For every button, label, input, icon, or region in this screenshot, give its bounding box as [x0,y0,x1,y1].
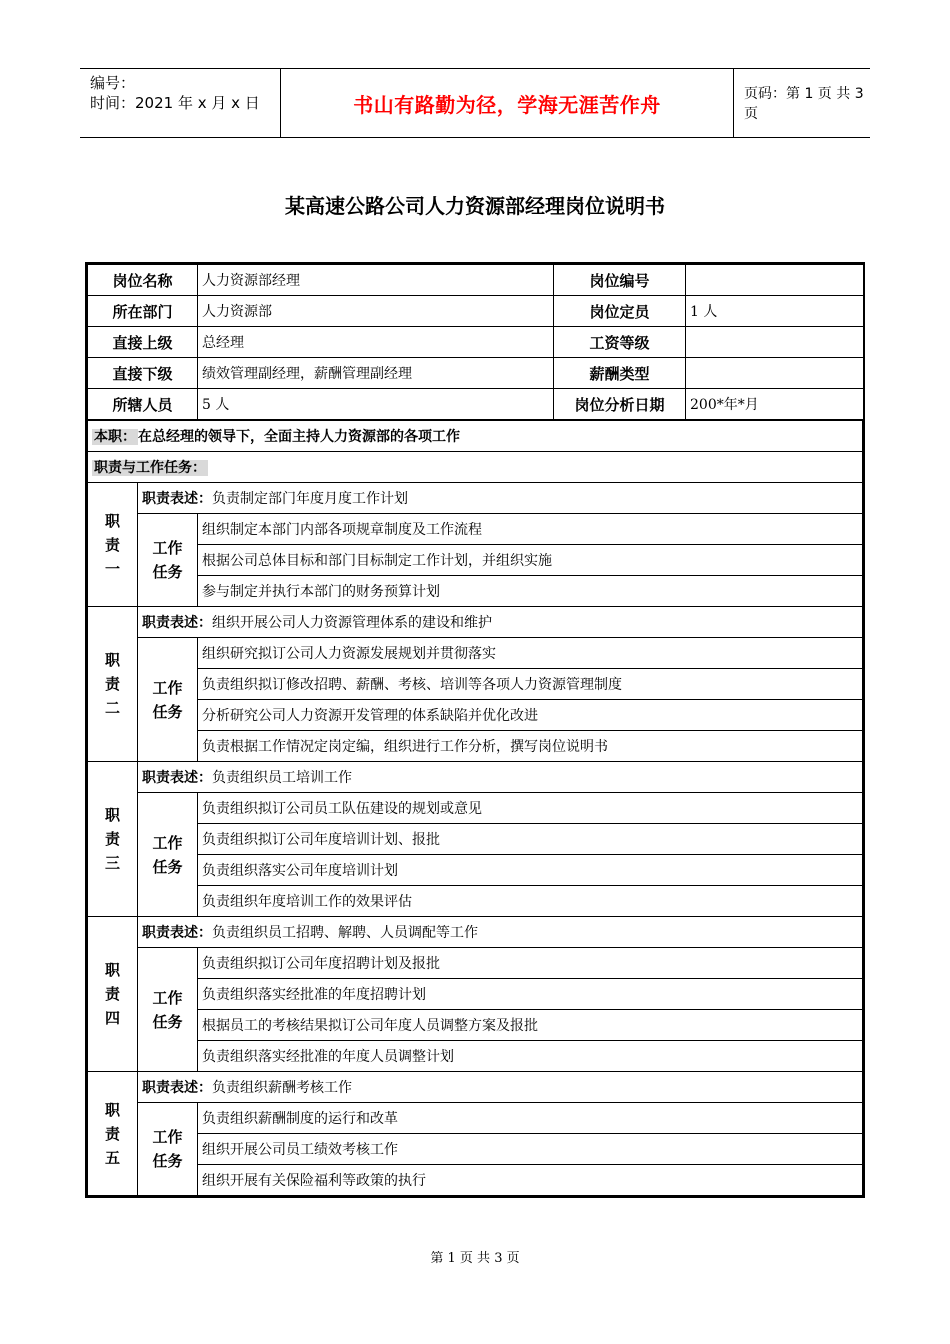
statement-label: 职责表述： [142,925,212,941]
statement-label: 职责表述： [142,615,212,631]
task-label [138,638,198,762]
task-item: 组织制定本部门内部各项规章制度及工作流程 [198,514,863,545]
responsibility-label-char: 责 [104,830,120,848]
responsibility-statement-row [88,607,863,638]
task-item: 负责组织落实经批准的年度人员调整计划 [198,1041,863,1072]
info-row [88,358,864,389]
task-row [88,1010,863,1041]
task-item: 负责根据工作情况定岗定编，组织进行工作分析，撰写岗位说明书 [198,731,863,762]
task-label-line: 工作 [152,833,183,852]
duty-summary-cell [88,421,863,452]
info-label: 薪酬类型 [554,358,686,389]
responsibility-label [88,607,138,762]
info-label: 工资等级 [554,327,686,358]
statement-label: 职责表述： [142,1080,212,1096]
statement-text: 组织开展公司人力资源管理体系的建设和维护 [212,615,492,631]
duties-header-cell [88,452,863,483]
responsibility-label-char: 二 [104,699,120,717]
responsibility-statement-row [88,762,863,793]
task-row [88,948,863,979]
info-value: 人力资源部经理 [198,265,554,296]
info-row [88,265,864,296]
info-label: 岗位分析日期 [554,389,686,420]
responsibility-statement-row [88,483,863,514]
statement-label: 职责表述： [142,770,212,786]
info-value: 1 人 [686,296,864,327]
task-item: 负责组织拟订公司年度招聘计划及报批 [198,948,863,979]
responsibility-label-char: 职 [104,651,120,669]
info-value [686,327,864,358]
responsibility-label-char: 责 [104,675,120,693]
duty-summary-label: 本职： [94,429,136,445]
task-item: 根据公司总体目标和部门目标制定工作计划，并组织实施 [198,545,863,576]
responsibility-label-char: 职 [104,1100,120,1119]
task-row [88,638,863,669]
responsibility-label-char: 一 [104,559,120,578]
responsibility-label [88,1072,138,1196]
header-page-cell [734,69,870,137]
info-label: 岗位名称 [88,265,198,296]
task-item: 组织开展有关保险福利等政策的执行 [198,1165,863,1196]
task-item: 负责组织拟订公司员工队伍建设的规划或意见 [198,793,863,824]
responsibility-statement [138,762,863,793]
info-label: 岗位编号 [554,265,686,296]
task-row [88,700,863,731]
info-value [686,265,864,296]
task-row [88,545,863,576]
task-row [88,793,863,824]
responsibility-label-char: 职 [104,511,120,530]
motto-text: 书山有路勤为径，学海无涯苦作舟 [353,92,661,117]
task-item: 负责组织拟订公司年度培训计划、报批 [198,824,863,855]
responsibility-label-char: 三 [104,854,120,872]
responsibility-label-char: 责 [104,1124,120,1143]
task-label [138,514,198,607]
task-row [88,855,863,886]
task-row [88,886,863,917]
task-label [138,1103,198,1196]
responsibility-statement [138,483,863,514]
info-label: 所辖人员 [88,389,198,420]
info-row [88,327,864,358]
responsibility-label [88,483,138,607]
task-row [88,824,863,855]
time-line: 时间：2021 年 x 月 x 日 [90,94,260,112]
responsibility-label-char: 五 [104,1148,120,1167]
duties-header-label: 职责与工作任务： [94,460,206,476]
info-value: 总经理 [198,327,554,358]
task-label-line: 任务 [152,1152,183,1170]
task-item: 组织开展公司员工绩效考核工作 [198,1134,863,1165]
task-label-line: 工作 [152,1128,183,1146]
duty-summary-row [88,421,863,452]
responsibility-label [88,917,138,1072]
statement-text: 负责组织员工培训工作 [212,770,352,786]
page-footer: 第 1 页 共 3 页 [430,1251,520,1266]
task-item: 负责组织年度培训工作的效果评估 [198,886,863,917]
duties-table [87,420,863,1196]
statement-text: 负责组织员工招聘、解聘、人员调配等工作 [212,925,478,941]
info-label: 所在部门 [88,296,198,327]
responsibility-statement-row [88,1072,863,1103]
info-row [88,296,864,327]
responsibility-statement-row [88,917,863,948]
responsibility-statement [138,917,863,948]
task-item: 负责组织薪酬制度的运行和改革 [198,1103,863,1134]
responsibility-label-char: 责 [104,535,120,554]
responsibility-statement [138,607,863,638]
task-row [88,979,863,1010]
responsibility-label-char: 职 [104,961,120,979]
task-item: 根据员工的考核结果拟订公司年度人员调整方案及报批 [198,1010,863,1041]
task-row [88,1165,863,1196]
task-row [88,576,863,607]
task-item: 分析研究公司人力资源开发管理的体系缺陷并优化改进 [198,700,863,731]
responsibility-label-char: 四 [104,1009,120,1027]
info-value: 人力资源部 [198,296,554,327]
header-motto-cell [280,69,734,137]
task-item: 负责组织落实公司年度培训计划 [198,855,863,886]
task-label-line: 任务 [152,857,183,876]
job-description-form [85,262,865,1198]
info-table [87,264,864,420]
page-header [80,68,870,138]
task-item: 负责组织落实经批准的年度招聘计划 [198,979,863,1010]
task-item: 负责组织拟订修改招聘、薪酬、考核、培训等各项人力资源管理制度 [198,669,863,700]
statement-text: 负责组织薪酬考核工作 [212,1080,352,1096]
statement-text: 负责制定部门年度月度工作计划 [212,491,408,507]
task-label-line: 任务 [152,563,183,581]
responsibility-label-char: 职 [104,806,120,824]
task-label [138,793,198,917]
info-value: 200*年*月 [686,389,864,420]
duty-summary-text: 在总经理的领导下，全面主持人力资源部的各项工作 [138,429,460,445]
task-item: 组织研究拟订公司人力资源发展规划并贯彻落实 [198,638,863,669]
task-label [138,948,198,1072]
duties-header-row [88,452,863,483]
page-info: 页码：第 1 页 共 3 页 [744,86,864,122]
task-label-line: 任务 [152,1012,183,1031]
task-row [88,1103,863,1134]
task-label-line: 工作 [152,988,183,1007]
info-value: 绩效管理副经理，薪酬管理副经理 [198,358,554,389]
task-label-line: 工作 [152,678,183,697]
info-value: 5 人 [198,389,554,420]
code-label: 编号： [90,74,136,92]
info-label: 直接上级 [88,327,198,358]
task-row [88,669,863,700]
info-row [88,389,864,420]
task-row [88,514,863,545]
statement-label: 职责表述： [142,491,212,507]
task-row [88,1041,863,1072]
responsibility-label [88,762,138,917]
task-label-line: 任务 [152,702,183,721]
info-value [686,358,864,389]
info-label: 直接下级 [88,358,198,389]
info-label: 岗位定员 [554,296,686,327]
task-row [88,731,863,762]
task-row [88,1134,863,1165]
header-meta [80,69,280,137]
responsibility-label-char: 责 [104,985,120,1003]
task-label-line: 工作 [152,539,183,557]
document-title: 某高速公路公司人力资源部经理岗位说明书 [285,194,665,218]
task-item: 参与制定并执行本部门的财务预算计划 [198,576,863,607]
responsibility-statement [138,1072,863,1103]
